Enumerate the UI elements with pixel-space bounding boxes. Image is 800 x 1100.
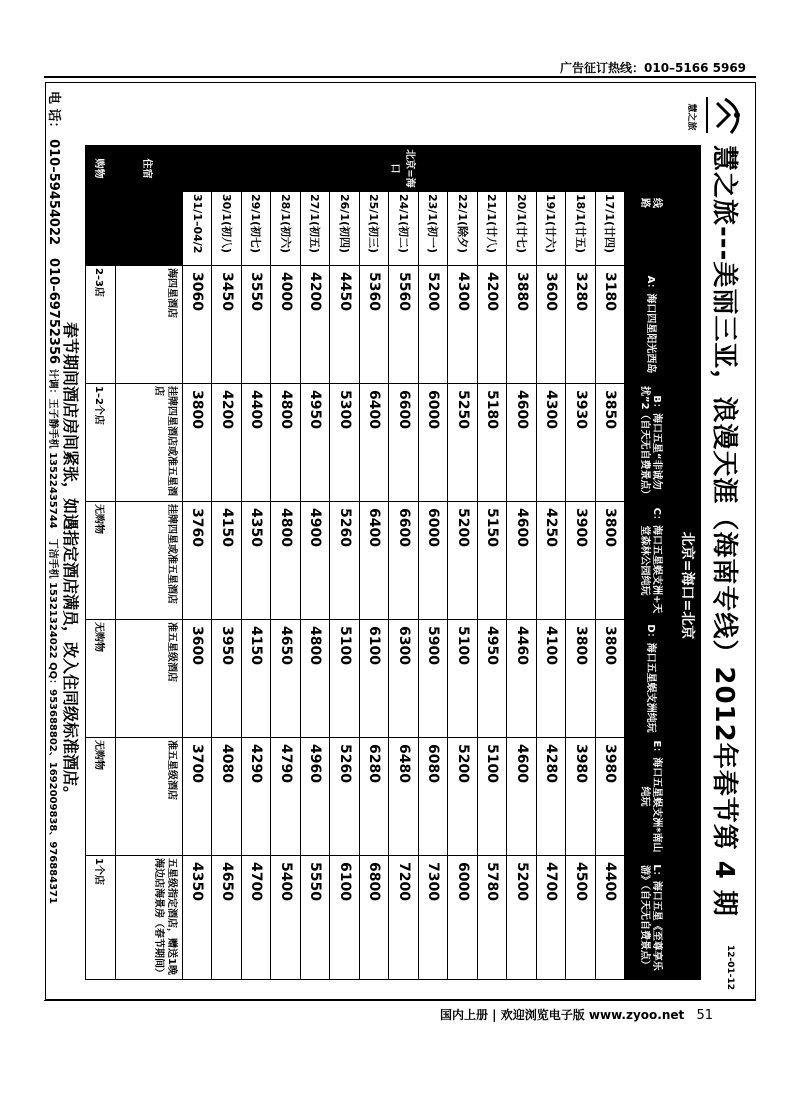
price-cell: 4650	[212, 856, 242, 980]
price-cell: 4200	[212, 384, 242, 502]
price-cell: 6100	[330, 856, 360, 980]
price-cell: 7200	[389, 856, 419, 980]
price-cell: 5200	[418, 266, 448, 384]
row-date: 22/1(除夕)	[448, 192, 478, 266]
price-cell: 6400	[359, 502, 389, 620]
price-cell: 3880	[507, 266, 537, 384]
price-cell: 5200	[448, 502, 478, 620]
price-cell: 3980	[595, 738, 625, 856]
price-cell: 4100	[536, 620, 566, 738]
contact-prefix: 电 话：	[46, 91, 61, 135]
ad-hotline: 广告征订热线：010–5166 5969	[560, 61, 747, 75]
shopping-cell: 1个店	[86, 856, 116, 980]
price-cell: 4080	[212, 738, 242, 856]
price-cell: 6080	[418, 738, 448, 856]
hotel-cell: 五星级指定酒店，赠送1晚海边店海景房（春节期间）	[115, 856, 182, 980]
shopping-spacer	[86, 192, 116, 266]
price-cell: 5300	[330, 384, 360, 502]
price-cell: 5260	[330, 738, 360, 856]
price-cell: 5360	[359, 266, 389, 384]
hotel-cell: 准五星级酒店	[115, 738, 182, 856]
price-cell: 4350	[182, 856, 212, 980]
page-number: 51	[696, 1008, 713, 1023]
accommodation-spacer	[115, 192, 182, 266]
bottom-rule	[44, 1000, 756, 1001]
shopping-cell: 无购物	[86, 502, 116, 620]
price-cell: 4700	[241, 856, 271, 980]
page-title: 慧之旅---美丽三亚，浪漫天涯（海南专线）2012年春节第 4 期	[709, 145, 739, 917]
price-cell: 3060	[182, 266, 212, 384]
price-cell: 4400	[241, 384, 271, 502]
row-date: 25/1(初三)	[359, 192, 389, 266]
price-cell: 4250	[536, 502, 566, 620]
price-cell: 3850	[595, 384, 625, 502]
price-cell: 4350	[241, 502, 271, 620]
contact-line	[46, 91, 65, 904]
row-date: 27/1(初五)	[300, 192, 330, 266]
price-cell: 5100	[330, 620, 360, 738]
rotated-content	[46, 83, 755, 999]
price-cell: 4790	[271, 738, 301, 856]
logo-text: 慧之旅	[686, 103, 696, 131]
price-cell: 3180	[595, 266, 625, 384]
price-cell: 4600	[507, 384, 537, 502]
price-cell: 4800	[300, 620, 330, 738]
price-cell: 3600	[536, 266, 566, 384]
shopping-cell: 无购物	[86, 620, 116, 738]
price-cell: 6100	[359, 620, 389, 738]
price-cell: 3550	[241, 266, 271, 384]
price-cell: 4450	[330, 266, 360, 384]
issue-date: 12-01-12	[725, 945, 735, 991]
price-cell: 3600	[182, 620, 212, 738]
price-cell: 6480	[389, 738, 419, 856]
col-header-e: E：海口五星蜈支洲*南山纯玩	[625, 738, 676, 856]
contact-details: 计调：王子静手机 13522435744 丁洁手机 15321324022 QQ：953688802、1692009838、976884371	[47, 368, 58, 904]
price-cell: 4650	[271, 620, 301, 738]
hotel-cell: 挂牌四星酒店或准五星酒店	[115, 384, 182, 502]
price-cell: 6400	[359, 384, 389, 502]
price-cell: 6300	[389, 620, 419, 738]
row-date: 28/1(初六)	[271, 192, 301, 266]
price-cell: 5250	[448, 384, 478, 502]
price-cell: 5100	[477, 738, 507, 856]
price-cell: 3800	[595, 502, 625, 620]
price-cell: 5100	[448, 620, 478, 738]
route-header: 北京=海口=北京	[676, 192, 701, 980]
row-date: 23/1(初一)	[418, 192, 448, 266]
footer	[440, 1006, 713, 1023]
accommodation-label: 住宿	[115, 146, 182, 192]
price-cell: 5900	[418, 620, 448, 738]
price-cell: 3700	[182, 738, 212, 856]
price-table	[85, 145, 701, 980]
price-cell: 7300	[418, 856, 448, 980]
row-date: 17/1(廿四)	[595, 192, 625, 266]
top-rule	[44, 76, 756, 78]
side-route-label: 北京=海口	[182, 146, 625, 192]
shopping-label: 购物	[86, 146, 116, 192]
price-cell: 4150	[241, 620, 271, 738]
price-cell: 3800	[566, 620, 596, 738]
price-cell: 6280	[359, 738, 389, 856]
price-cell: 4290	[241, 738, 271, 856]
price-cell: 6600	[389, 502, 419, 620]
price-cell: 6600	[389, 384, 419, 502]
price-cell: 6000	[418, 384, 448, 502]
shopping-cell: 2–3店	[86, 266, 116, 384]
price-cell: 4950	[477, 620, 507, 738]
price-cell: 4600	[507, 502, 537, 620]
row-date: 26/1(初四)	[330, 192, 360, 266]
col-header-b: B：海口五星“非诚勿扰”2（自天无自费景点）	[625, 384, 676, 502]
price-cell: 3450	[212, 266, 242, 384]
row-date: 29/1(初七)	[241, 192, 271, 266]
col-header-l: L：海口五星《至尊享乐游》（自天无自费景点）	[625, 856, 676, 980]
price-cell: 5780	[477, 856, 507, 980]
row-date: 31/1–04/2	[182, 192, 212, 266]
price-cell: 5180	[477, 384, 507, 502]
price-cell: 3800	[182, 384, 212, 502]
price-cell: 3280	[566, 266, 596, 384]
price-cell: 4300	[448, 266, 478, 384]
price-cell: 3930	[566, 384, 596, 502]
row-date: 19/1(廿六)	[536, 192, 566, 266]
hotel-cell: 准五星级酒店	[115, 620, 182, 738]
price-cell: 4500	[566, 856, 596, 980]
col-header-a: A：海口四星阳光西岛	[625, 266, 676, 384]
price-cell: 5200	[448, 738, 478, 856]
price-cell: 4900	[300, 502, 330, 620]
shopping-cell: 1–2个店	[86, 384, 116, 502]
price-cell: 4600	[507, 738, 537, 856]
price-cell: 3950	[212, 620, 242, 738]
price-cell: 5150	[477, 502, 507, 620]
price-cell: 4700	[536, 856, 566, 980]
price-cell: 3800	[595, 620, 625, 738]
hotel-cell: 挂牌四星或准五星酒店	[115, 502, 182, 620]
col-header-d: D：海口五星蜈支洲纯玩	[625, 620, 676, 738]
price-cell: 4200	[300, 266, 330, 384]
shopping-cell: 无购物	[86, 738, 116, 856]
price-cell: 4300	[536, 384, 566, 502]
header-spacer	[625, 146, 701, 192]
price-cell: 4800	[271, 502, 301, 620]
row-date: 24/1(初二)	[389, 192, 419, 266]
price-cell: 6000	[448, 856, 478, 980]
price-cell: 4000	[271, 266, 301, 384]
price-cell: 4800	[271, 384, 301, 502]
price-cell: 3760	[182, 502, 212, 620]
price-cell: 6000	[418, 502, 448, 620]
price-cell: 6800	[359, 856, 389, 980]
row-date: 30/1(初八)	[212, 192, 242, 266]
price-cell: 5400	[271, 856, 301, 980]
price-cell: 4400	[595, 856, 625, 980]
price-cell: 5260	[330, 502, 360, 620]
price-cell: 5550	[300, 856, 330, 980]
price-cell: 4280	[536, 738, 566, 856]
price-cell: 5200	[507, 856, 537, 980]
price-cell: 4150	[212, 502, 242, 620]
hotel-cell: 海四星酒店	[115, 266, 182, 384]
price-cell: 5560	[389, 266, 419, 384]
row-date: 20/1(廿七)	[507, 192, 537, 266]
price-cell: 4200	[477, 266, 507, 384]
hotel-notice: 春节期间酒店房间紧张，如遇指定酒店满员，改入住同级标准酒店。	[61, 321, 80, 802]
footer-text: 国内上册 | 欢迎浏览电子版 www.zyoo.net	[440, 1008, 685, 1022]
price-cell: 4460	[507, 620, 537, 738]
price-cell: 4960	[300, 738, 330, 856]
price-cell: 4950	[300, 384, 330, 502]
row-date: 18/1(廿五)	[566, 192, 596, 266]
price-cell: 3980	[566, 738, 596, 856]
contact-phones: 010–59454022 010–69752356	[46, 139, 61, 365]
col-header-c: C：海口五星蜈支洲+天堂森林公园纯玩	[625, 502, 676, 620]
price-cell: 3900	[566, 502, 596, 620]
row-date: 21/1(廿八)	[477, 192, 507, 266]
line-label: 线 路	[625, 192, 676, 266]
logo-icon	[697, 91, 747, 139]
